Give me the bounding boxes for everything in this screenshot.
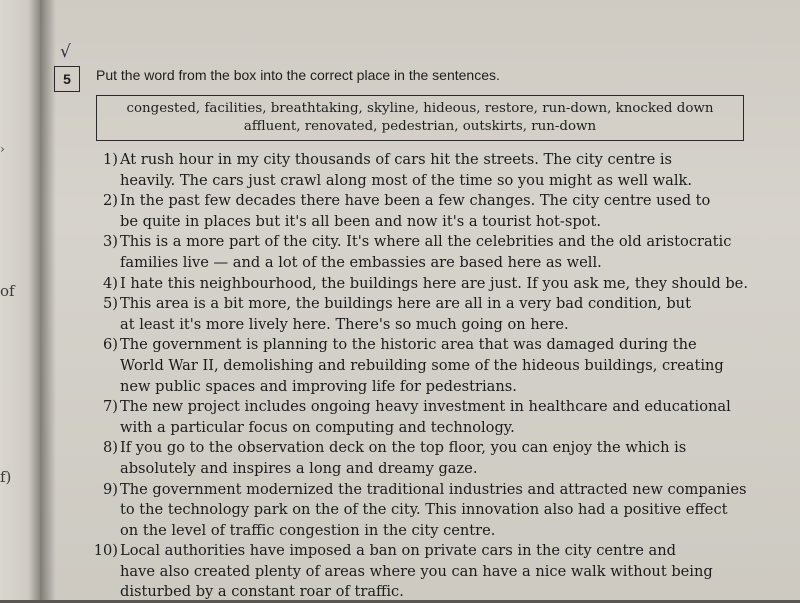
textbook-page <box>40 0 800 600</box>
sentence-line: at least it's more lively here. There's so much going on here. <box>120 315 569 333</box>
sentence-line: have also created plenty of areas where you can have a nice walk without being <box>120 562 713 580</box>
sentence-line: disturbed by a constant roar of traffic. <box>120 583 404 601</box>
sentence-line: In the past few decades there have been a few changes. The city centre used to <box>120 192 711 210</box>
exercise-instruction: Put the word from the box into the correct place in the sentences. <box>96 67 500 83</box>
sentence-line: At rush hour in my city thousands of cars hit the streets. The city centre is <box>120 151 673 168</box>
sentence-number: 2) <box>103 192 118 210</box>
sentence-line: to the technology park on the of the city. This innovation also had a positive effect <box>120 501 728 519</box>
sentence-line: World War II, demolishing and rebuilding some of the hideous buildings, creating <box>120 356 724 374</box>
sentence-item <box>92 541 758 603</box>
margin-text-f: f) <box>0 468 12 486</box>
sentence-line: The new project includes ongoing heavy investment in healthcare and educational <box>120 398 731 416</box>
sentence-number: 1) <box>103 151 118 168</box>
exercise-number: 5 <box>54 66 80 92</box>
word-box-line: affluent, renovated, pedestrian, outskirts, run-down <box>243 119 597 134</box>
sentence-number: 10) <box>93 542 118 560</box>
sentence-line: I hate this neighbourhood, the buildings here are just. If you ask me, they should be. <box>120 274 748 292</box>
sentence-line: families live — and a lot of the embassies are based here as well. <box>120 253 602 271</box>
word-box-line: congested, facilities, breathtaking, skyline, hideous, restore, run-down, knocked down <box>126 101 714 116</box>
handwritten-checkmark: √ <box>60 42 71 62</box>
sentence-line: If you go to the observation deck on the top floor, you can enjoy the which is <box>120 439 687 457</box>
sentence-number: 7) <box>103 398 118 416</box>
sentence-item <box>92 438 758 479</box>
margin-mark: › <box>0 142 5 156</box>
sentence-line: This is a more part of the city. It's where all the celebrities and the old aristocratic <box>120 233 732 251</box>
sentence-number: 6) <box>103 336 118 354</box>
sentence-item <box>92 480 758 542</box>
sentence-number: 4) <box>103 274 118 292</box>
sentence-item <box>92 191 758 232</box>
sentence-line: heavily. The cars just crawl along most of the time so you might as well walk. <box>120 171 693 189</box>
sentence-item <box>92 274 758 295</box>
sentence-line: on the level of traffic congestion in the city centre. <box>120 521 496 539</box>
sentence-line: be quite in places but it's all been and now it's a tourist hot-spot. <box>120 212 601 230</box>
sentence-line: Local authorities have imposed a ban on private cars in the city centre and <box>120 542 677 560</box>
sentence-number: 8) <box>103 439 118 457</box>
adjacent-page-edge <box>0 0 40 600</box>
sentence-number: 9) <box>103 480 118 498</box>
sentence-line: The government modernized the traditional industries and attracted new companies <box>120 480 747 498</box>
sentence-line: absolutely and inspires a long and dreamy gaze. <box>120 459 478 477</box>
sentence-item <box>92 335 758 397</box>
margin-text-of: of <box>0 282 15 300</box>
sentence-number: 5) <box>103 295 118 313</box>
sentence-list <box>92 150 758 603</box>
sentence-item <box>92 294 758 335</box>
word-box <box>96 95 744 141</box>
sentence-number: 3) <box>103 233 118 251</box>
sentence-item <box>92 397 758 438</box>
sentence-line: new public spaces and improving life for pedestrians. <box>120 377 517 395</box>
sentence-line: This area is a bit more, the buildings here are all in a very bad condition, but <box>120 295 691 313</box>
sentence-line: The government is planning to the historic area that was damaged during the <box>120 336 697 354</box>
sentence-item <box>92 232 758 273</box>
sentence-item <box>92 150 758 191</box>
sentence-line: with a particular focus on computing and technology. <box>120 418 515 436</box>
